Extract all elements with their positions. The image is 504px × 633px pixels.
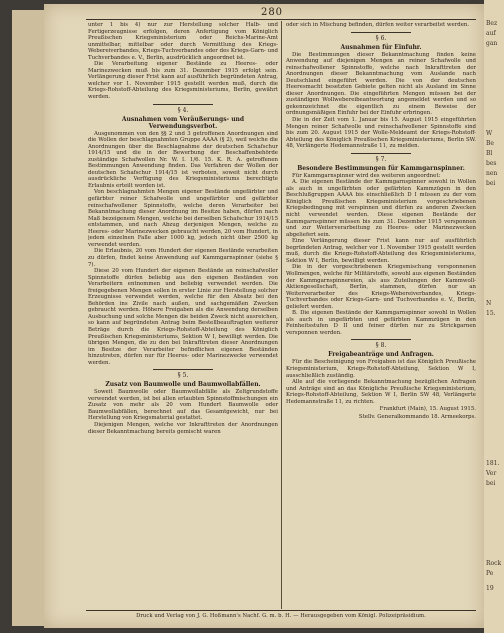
page-number: 280 [260,7,284,18]
paragraph: A. Die eigenen Bestände der Kammgarnspinner sowohl in Wollen als auch in ungefärbten oder gefärbten Kammzügen in den Beschlußgruppen AAAA bis einschließlich D I müssen zu der vom Königlich Preußischen Kriegsministerium vorgeschriebenen Kriegsbedingung mit verspinnen und dürfen zu anderen Zwecken nicht verwendet werden. Diese eigenen Bestände der Kammgarnspinner müssen bis zum 31. Dezember 1915 versponnen und zur Weiterverarbeitung zu Heeres- oder Marinezwecken abgeliefert sein. [286,179,476,238]
paragraph: Diejenigen Mengen, welche vor Inkrafttreten der Anordnungen dieser Bekanntmachung bereits gemischt waren [88,421,278,435]
section-divider [153,369,213,370]
section-heading: Freigabeanträge und Anfragen. [328,351,434,359]
paragraph: Für Kammgarnspinner wird des weiteren angeordnet: [292,172,441,179]
section-number: § 7. [375,155,387,163]
edge-fragment: bei [486,480,496,487]
page-margin-shadow [12,10,44,626]
paragraph: Die in der Zeit vom 1. Januar bis 15. August 1915 eingeführten Mengen reiner Schafwolle und reinschafwollener Spinnstoffe sind bis zum 20. August 1915 der Wolle-Meldeamt der Kriegs-Rohstoff-Abteilung des Königlich Preußischen Kriegsministeriums, Berlin SW. 48, Verlängerte Hedemannstraße 11, zu melden. [286,117,476,150]
paragraph: Ausgenommen von den §§ 2 und 3 getroffenen Anordnungen sind die Wollen der beschlagnahmten Gruppe AAAA (§ 2), weil welche die Anordnungen über die Beschlagnahme der deutschen Schafschur 1914/15 und die in der Bewerbung der Beschaffenbehörde zuständige Schafwollen Nr. W. I. 1/6. 15. K. R. A. getroffenen Bestimmungen Anwendung finden. Das Verfahren der Wollen der deutschen Schafschur 1914/15 ist verboten, soweit nicht durch ausdrückliche Verfügung des Kriegsministeriums berechtigte Erlaubnis erteilt worden ist. [88,130,278,189]
edge-fragment: Bez [486,20,498,27]
edge-fragment: Bl [486,150,493,157]
edge-fragment: auf [486,30,496,37]
section-divider [351,32,411,33]
closing-line: Frankfurt (Main), 15. August 1915. [379,406,476,413]
paragraph: oder sich in Mischung befinden, dürfen weiter verarbeitet werden. [286,22,470,28]
section-divider [351,153,411,154]
paragraph: Die in der vorgeschriebenen Kriegsmischung versponnenen Wollmengen, welche für Militärstoffe, sowohl aus eigenen Beständen der Kammgarnspinnereien, als aus Zuteilungen der Kammwoll-Aktiengesellschaft, Berlin, stammen, dürfen nur an Weiterverarbeiter des Kriegs-Webereiverbandes, Kriegs-Tuchverbandes oder Kriegs-Garn- und Tuchverbandes e. V., Berlin, geliefert werden. [286,264,476,310]
closing-line: Stellv. Generalkommando 18. Armeekorps. [358,413,476,420]
paragraph: Eine Verlängerung dieser Frist kann nur auf ausführlich begründeten Antrag, welcher vor 1. November 1915 gestellt werden muß, durch die Kriegs-Rohstoff-Abteilung des Kriegsministeriums, Sektion W I, Berlin, bewilligt werden. [286,238,476,264]
footer-imprint: Druck und Verlag von J. G. Hoßmann's Nachf. G. m. b. H. — Herausgegeben vom Königl. Polizeipräsidium. [136,613,426,619]
paragraph: Von beschlagnahmten Mengen eigener Bestände ungefärbter und gefärbter reiner Schafwolle und ungefärbter und gefärbter reinschafwollener Spinnstoffe, welche deren Verarbeiter bei Bekanntmachung dieser Anordnung im Besitze haben, dürfen nach Maß bezeigenem Mengen, welche bei derselben Schafschur 1914/15 entstammen, und nach Abzug derjenigen Mengen, welche zu Heeres- oder Marinezwecken gebraucht werden, 20 vom Hundert, in jedem einzelnen Falle aber 1000 kg, jedoch nicht über 2500 kg verwendet werden. [88,189,278,248]
edge-fragment: N [486,300,492,307]
paragraph: Die Bestimmungen dieser Bekanntmachung finden keine Anwendung auf diejenigen Mengen an reiner Schafwolle und reinschafwollener Spinnstoffe, welche nach Inkrafttreten der Anordnungen dieser Bekanntmachung vom Auslande nach Deutschland eingeführt werden. Die von der deutschen Heeresmacht besetzten Gebiete gelten nicht als Ausland im Sinne dieser Anordnungen. Die eingeführten Mengen müssen bei der zuständigen Wollwebereibeantwortung angemeldet werden und so gekennzeichnet die eigentlich zu einem Beweise der ordnungsmäßigen Einfuhr bei der Einfuhr erbringen. [286,51,476,117]
paragraph: B. Die eigenen Bestände der Kammgarnspinner sowohl in Wollen als auch in ungefärbten und gefärbten Kammzügen in den Feinheitsstufen D II und feiner dürfen nur zu Strickgarnen versponnen werden. [286,310,476,336]
section-number: § 5. [177,372,189,380]
paragraph: Die Erlaubnis, 20 vom Hundert der eigenen Bestände verarbeiten zu dürfen, findet keine Anwendung auf Kammgarnspinner (siehe § 7). [88,248,278,268]
edge-fragment: nen [486,170,498,177]
paragraph: Die Verarbeitung eigener Bestände zu Heeres- oder Marinezwecken muß bis zum 31. Dezember 1915 erfolgt sein. Verlängerung dieser Frist kann auf ausführlich begründeten Antrag, welcher vor 1. November 1915 gestellt werden muß, durch die Kriegs-Rohstoff-Abteilung des Kriegsministeriums, Berlin, gewährt werden. [88,61,278,101]
edge-fragment: 181. [486,460,500,467]
section-heading: Ausnahmen vom Veräußerungs- und Verwendungsverbot. [121,115,245,130]
edge-fragment: Pe [486,570,494,577]
left-column [88,22,278,608]
edge-fragment: bes [486,160,497,167]
section-heading: Ausnahmen für Einfuhr. [340,43,422,51]
section-heading: Zusatz von Baumwolle und Baumwollabfällen. [105,381,261,389]
section-number: § 8. [375,342,387,350]
section-heading: Besondere Bestimmungen für Kammgarnspinner. [297,164,465,172]
edge-fragment: W [486,130,493,137]
paragraph: Alle auf die vorliegende Bekanntmachung bezüglichen Anfragen und Anträge sind an das Königliche Preußische Kriegsministerium, Kriegs-Rohstoff-Abteilung, Sektion W I, Berlin SW 48, Verlängerte Hedemannstraße 11, zu richten. [286,379,476,405]
section-divider [153,104,213,105]
section-divider [351,339,411,340]
section-number: § 4. [177,106,189,114]
paragraph: unter 1 bis 4) nur zur Herstellung solcher Halb- und Fertigerzeugnisse erfolgen, deren Anfertigung vom Königlich Preußischen Kriegsministerium oder Reichs-Marine-Amt unmittelbar, mittelbar oder durch Vermittlung des Kriegs-Webereiverbandes, Kriegs-Tuchverbandes oder des Kriegs-Garn- und Tuchverbandes e. V., Berlin, ausdrücklich angeordnet ist. [88,22,278,61]
adjacent-page-edge [484,0,504,633]
header-rule [86,19,476,20]
document-page [44,4,484,628]
edge-fragment: bei [486,180,496,187]
right-column [286,22,476,608]
edge-fragment: 15. [486,310,496,317]
paragraph: Diese 20 vom Hundert der eigenen Bestände an reinschafwoller Spinnstoffe dürfen beliebig aus den eigenen Beständen von Verarbeitern entnommen und beliebig verwendet werden. Die freigegebenen Mengen sollen in erster Linie zur Herstellung solcher Erzeugnisse verwendet werden, welche für den Absatz bei den Behörden ins Zivile nach außen, und sachgemäßen Zwecken gebraucht werden. Höhere Freigaben als die Anwendung derselben Ausbuchung und solche Mengen die beiden Zweck nicht ausreichen, so kann auf begründeten Antrag beim Bestellbeauftragten weiterer Beträge durch die Kriegs-Rohstoff-Abteilung des Königlich Preußischen Kriegsministeriums, Sektion W I, bewilligt werden. Die übrigen Mengen, die zu den bei Inkrafttreten dieser Anordnungen im Besitze der Verarbeiter befindlichen eigenen Beständen hinzutreten, dürfen nur für Heeres- oder Marinezwecke verwendet werden. [88,268,278,366]
footer-rule [86,610,476,611]
section-number: § 6. [375,34,387,42]
edge-fragment: 19 [486,585,494,592]
edge-fragment: Ver [486,470,497,477]
edge-fragment: Rock [486,560,502,567]
edge-fragment: gan [486,40,498,47]
paragraph: Soweit Baumwolle oder Baumwollabfälle als Zeltgrundstoffe verwendet werden, ist bei allen erlaubten Spinnstoffmischungen ein Zusatz von mehr als 20 vom Hundert Baumwolle oder Baumwollabfällen, berechnet auf das Gesamtgewicht, nur bei Herstellung von Kriegsmaterial gestattet. [88,389,278,422]
column-divider [281,21,282,609]
edge-fragment: Be [486,140,494,147]
paragraph: Für die Bescheinigung von Freigaben ist das Königlich Preußische Kriegsministerium, Kriegs-Rohstoff-Abteilung, Sektion W I, ausschließlich zuständig. [286,359,476,379]
